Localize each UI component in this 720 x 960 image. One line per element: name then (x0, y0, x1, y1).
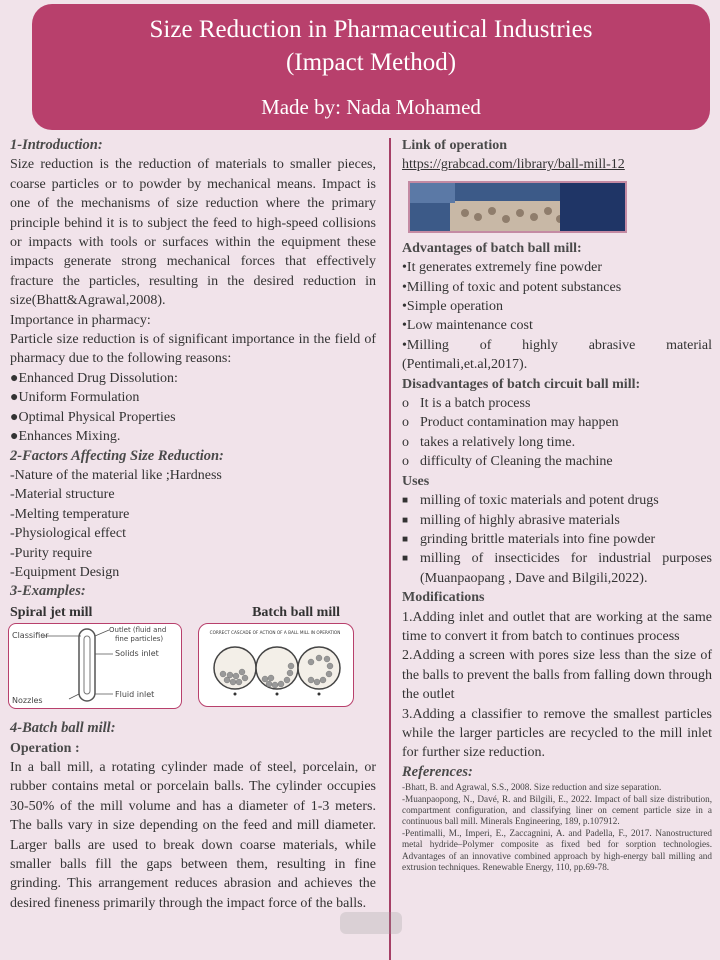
advantage-item: •Low maintenance cost (402, 318, 533, 334)
intro-paragraph: Size reduction is the reduction of materials to smaller pieces, coarse particles or to powder by mechanical means. Impact is one of the mechanisms of size reduction where the primary principle behind it is to subject the feed to high-speed collisions or impacts with tools or surfaces within the equipment these impacts generate strong mechanical forces that effectively fracture the particles, resulting in the desired reduction in size(Bhatt&Agrawal,2008). (10, 157, 376, 309)
references-heading: References: (402, 763, 473, 780)
reference-item: -Pentimalli, M., Imperi, E., Zaccagnini, A. and Padella, F., 2017. Nanostructured metal hydride–Polymer composite as fixed bed for sorption technologies. Advantages of an innovative combined approach by high-energy ball milling and extrusion techniques. Renewable Energy, 110, pp.69-78. (402, 827, 712, 873)
importance-text: Particle size reduction is of significant importance in the field of pharmacy due to the following reasons: (10, 332, 376, 367)
reason-item: ●Optimal Physical Properties (10, 409, 176, 425)
factor-item: -Purity require (10, 545, 93, 561)
use-item: ■ milling of toxic materials and potent drugs (402, 491, 712, 510)
ball-mill-drawing (199, 624, 352, 705)
spiral-jet-mill-label: Spiral jet mill (10, 604, 93, 620)
intro-heading: 1-Introduction: (10, 137, 103, 153)
outlet-label: Outlet (fluid and (109, 626, 167, 635)
advantage-item: •Milling of highly abrasive material (402, 337, 712, 353)
spiral-jet-mill-drawing (9, 624, 180, 707)
importance-title: Importance in pharmacy: (10, 312, 151, 328)
factor-item: -Material structure (10, 487, 115, 503)
batch-ball-mill-diagram (198, 623, 354, 707)
reason-item: ●Enhances Mixing. (10, 429, 121, 445)
column-divider (389, 138, 391, 960)
square-bullet-icon: ■ (402, 495, 409, 507)
reference-item: -Muanpaopong, N., Davé, R. and Bilgili, E., 2022. Impact of ball size distribution, compartment configuration, and classifying liner on cement particle size in a continuous ball mill. Minerals Engineering, 189, p.107912. (402, 793, 712, 827)
disadvantage-item: o It is a batch process (402, 394, 712, 413)
reference-item: -Bhatt, B. and Agrawal, S.S., 2008. Size reduction and size separation. (402, 782, 662, 793)
solids-inlet-label: Solids inlet (115, 649, 159, 659)
example-figures (10, 623, 376, 719)
poster-author: Made by: Nada Mohamed (261, 95, 481, 119)
nozzles-label: Nozzles (12, 696, 43, 706)
square-bullet-icon: ■ (402, 533, 409, 545)
title-banner (32, 4, 710, 130)
use-item: ■ milling of highly abrasive materials (402, 511, 712, 530)
factor-item: -Equipment Design (10, 564, 120, 580)
disadvantage-item: o difficulty of Cleaning the machine (402, 452, 712, 471)
examples-labels (10, 603, 340, 622)
ball-mill-caption: CORRECT CASCADE OF ACTION OF A BALL MILL IN OPERATION (209, 630, 341, 636)
fluid-inlet-label: Fluid inlet (115, 690, 155, 700)
outlet-label-2: fine particles) (115, 635, 164, 644)
factor-item: -Physiological effect (10, 526, 126, 542)
advantage-citation: (Pentimali,et.al,2017). (402, 357, 528, 373)
left-column (10, 136, 376, 913)
modification-item: 2.Adding a screen with pores size less than the size of the balls to prevent the balls from falling down through the outlet (402, 648, 712, 703)
operation-title: Operation : (10, 740, 80, 756)
ball-mill-photo (408, 181, 627, 233)
use-item: ■ grinding brittle materials into fine powder (402, 530, 712, 549)
references-list (402, 782, 712, 873)
advantage-item: •It generates extremely fine powder (402, 260, 603, 276)
circle-bullet-icon: o (402, 396, 409, 412)
advantage-item: •Milling of toxic and potent substances (402, 279, 622, 295)
circle-bullet-icon: o (402, 415, 409, 431)
examples-heading: 3-Examples: (10, 583, 86, 600)
batch-heading: 4-Batch ball mill: (10, 720, 116, 737)
poster-subtitle: (Impact Method) (285, 49, 457, 76)
reason-item: ●Uniform Formulation (10, 390, 140, 406)
disadvantage-item: o Product contamination may happen (402, 413, 712, 432)
factor-item: -Nature of the material like ;Hardness (10, 467, 222, 483)
spiral-jet-mill-diagram (8, 623, 182, 709)
batch-ball-mill-label: Batch ball mill (252, 604, 340, 620)
modification-item: 1.Adding inlet and outlet that are working at the same time to convert it from batch to continues process (402, 609, 712, 644)
classifier-label: Classifier (12, 631, 49, 641)
advantage-item: •Simple operation (402, 299, 503, 315)
grabcad-link[interactable]: https://grabcad.com/library/ball-mill-12 (402, 157, 625, 173)
factor-item: -Melting temperature (10, 506, 130, 522)
link-heading: Link of operation (402, 138, 508, 153)
ball-mill-photo-drawing (410, 183, 625, 231)
poster-title: Size Reduction in Pharmaceutical Industries (149, 16, 593, 43)
reason-item: ●Enhanced Drug Dissolution: (10, 370, 178, 386)
circle-bullet-icon: o (402, 434, 409, 450)
circle-bullet-icon: o (402, 454, 409, 470)
disadvantages-heading: Disadvantages of batch circuit ball mill: (402, 376, 641, 392)
modification-item: 3.Adding a classifier to remove the smallest particles while the larger particles are recycled to the mill inlet for further size reduction. (402, 706, 712, 761)
operation-text: In a ball mill, a rotating cylinder made of steel, porcelain, or rubber contains metal or porcelain balls. The cylinder occupies 30-50% of the mill volume and has a diameter of 1-3 meters. The balls vary in size depending on the feed and mill diameter. Larger balls are used to break down coarse materials, while smaller balls fill the gaps between them, resulting in fine grinding. This arrangement reduces abrasion and achieves the desired fineness primarily through the impact force of the balls. (10, 759, 376, 911)
factors-heading: 2-Factors Affecting Size Reduction: (10, 447, 224, 464)
modifications-heading: Modifications (402, 590, 485, 606)
watermark-logo-icon (336, 906, 406, 940)
square-bullet-icon: ■ (402, 553, 409, 565)
uses-heading: Uses (402, 473, 430, 489)
use-item: ■ milling of insecticides for industrial purposes (Muanpaopang , Dave and Bilgili,2022). (402, 549, 712, 588)
disadvantage-item: o takes a relatively long time. (402, 433, 712, 452)
square-bullet-icon: ■ (402, 514, 409, 526)
right-column (402, 136, 712, 873)
advantages-heading: Advantages of batch ball mill: (402, 240, 582, 256)
